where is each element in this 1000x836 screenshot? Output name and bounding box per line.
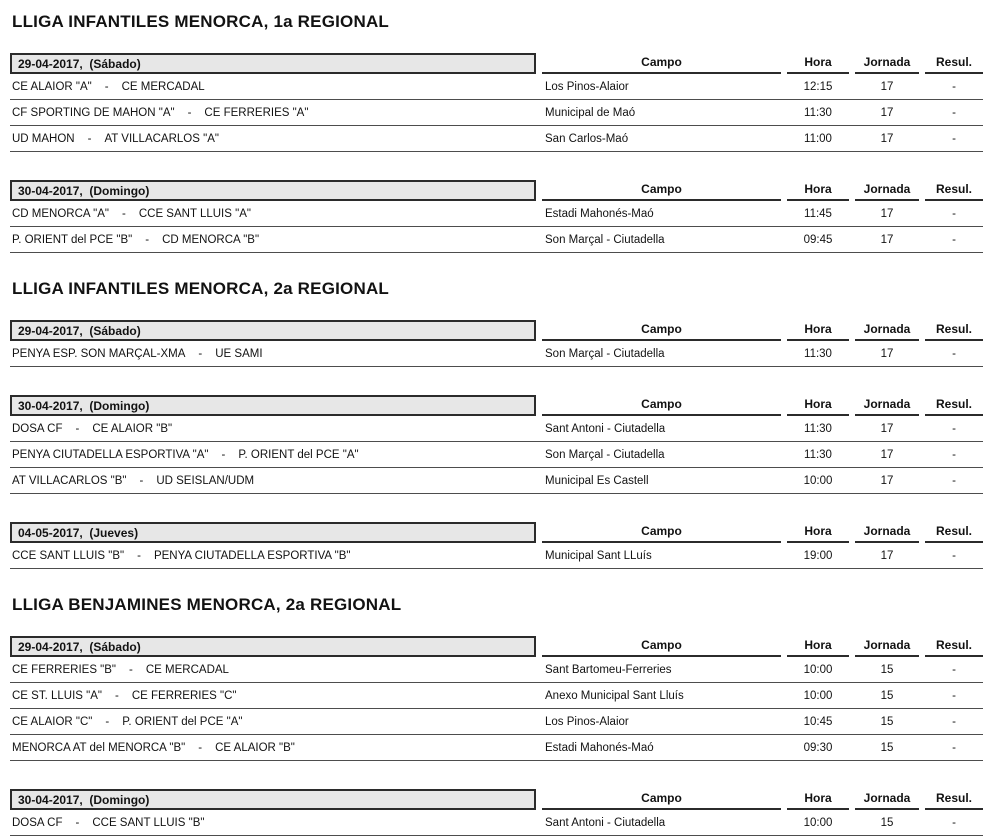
campo-cell: Municipal de Maó xyxy=(545,106,636,119)
column-header-campo: Campo xyxy=(542,322,781,341)
league-section xyxy=(10,12,983,253)
section-title: LLIGA INFANTILES MENORCA, 2a REGIONAL xyxy=(12,279,390,298)
vs-separator: - xyxy=(198,347,203,360)
away-team: P. ORIENT del PCE "A" xyxy=(238,448,359,461)
vs-separator: - xyxy=(121,207,126,220)
column-header-hora: Hora xyxy=(787,55,849,74)
vs-separator: - xyxy=(139,474,144,487)
campo-cell: Son Marçal - Ciutadella xyxy=(545,347,665,360)
away-team: CE MERCADAL xyxy=(145,663,229,676)
resul-cell: - xyxy=(952,207,956,220)
jornada-cell: 17 xyxy=(880,106,894,119)
date-header: 29-04-2017, (Sábado) xyxy=(10,320,536,341)
jornada-cell: 15 xyxy=(880,816,894,829)
league-section xyxy=(10,279,983,569)
away-team: CE FERRERIES "C" xyxy=(131,689,237,702)
match-row xyxy=(10,683,983,709)
column-header-resul: Resul. xyxy=(925,182,983,201)
home-team: UD MAHON xyxy=(12,132,75,145)
jornada-cell: 17 xyxy=(880,549,894,562)
vs-separator: - xyxy=(137,549,141,562)
resul-cell: - xyxy=(952,741,956,754)
column-header-campo: Campo xyxy=(542,524,781,543)
resul-cell: - xyxy=(952,715,956,728)
fixture-block xyxy=(10,180,983,253)
campo-cell: Sant Antoni - Ciutadella xyxy=(545,816,666,829)
campo-cell: Los Pinos-Alaior xyxy=(545,80,629,93)
home-team: AT VILLACARLOS "B" xyxy=(12,474,127,487)
jornada-cell: 15 xyxy=(880,715,894,728)
match-row xyxy=(10,735,983,761)
match-row xyxy=(10,709,983,735)
column-header-resul: Resul. xyxy=(925,397,983,416)
hora-cell: 11:45 xyxy=(804,207,832,220)
match-row xyxy=(10,416,983,442)
column-header-hora: Hora xyxy=(787,791,849,810)
jornada-cell: 15 xyxy=(880,689,894,702)
away-team: CE ALAIOR "B" xyxy=(92,422,173,435)
column-header-resul: Resul. xyxy=(925,524,983,543)
match-teams xyxy=(10,423,536,435)
match-row xyxy=(10,201,983,227)
resul-cell: - xyxy=(952,80,956,93)
date-header: 29-04-2017, (Sábado) xyxy=(10,636,536,657)
home-team: PENYA ESP. SON MARÇAL-XMA xyxy=(12,347,186,360)
date-header: 29-04-2017, (Sábado) xyxy=(10,53,536,74)
hora-cell: 11:30 xyxy=(804,347,832,360)
hora-cell: 11:30 xyxy=(804,106,832,119)
hora-cell: 10:00 xyxy=(803,816,833,829)
section-title: LLIGA BENJAMINES MENORCA, 2a REGIONAL xyxy=(12,595,402,614)
away-team: CE ALAIOR "B" xyxy=(215,741,295,754)
match-teams xyxy=(10,234,536,246)
away-team: CE MERCADAL xyxy=(121,80,205,93)
home-team: CE ST. LLUIS "A" xyxy=(12,689,102,702)
jornada-cell: 17 xyxy=(880,422,894,435)
match-teams xyxy=(10,107,536,119)
fixture-block xyxy=(10,53,983,152)
column-header-resul: Resul. xyxy=(925,322,983,341)
resul-cell: - xyxy=(952,233,956,246)
campo-cell: San Carlos-Maó xyxy=(545,132,629,145)
away-team: UD SEISLAN/UDM xyxy=(156,474,255,487)
resul-cell: - xyxy=(952,689,956,702)
hora-cell: 10:00 xyxy=(803,663,833,676)
away-team: P. ORIENT del PCE "A" xyxy=(122,715,243,728)
campo-cell: Son Marçal - Ciutadella xyxy=(545,233,665,246)
campo-cell: Municipal Sant LLuís xyxy=(545,549,652,562)
jornada-cell: 17 xyxy=(880,347,894,360)
jornada-cell: 17 xyxy=(880,80,894,93)
jornada-cell: 17 xyxy=(880,132,894,145)
vs-separator: - xyxy=(198,741,203,754)
home-team: DOSA CF xyxy=(12,816,63,829)
home-team: P. ORIENT del PCE "B" xyxy=(12,233,133,246)
hora-cell: 09:45 xyxy=(803,233,833,246)
column-header-jornada: Jornada xyxy=(855,55,919,74)
match-teams xyxy=(10,550,536,562)
home-team: CE ALAIOR "A" xyxy=(12,80,92,93)
resul-cell: - xyxy=(952,106,956,119)
jornada-cell: 15 xyxy=(880,663,894,676)
column-header-hora: Hora xyxy=(787,524,849,543)
block-header xyxy=(10,522,983,543)
resul-cell: - xyxy=(952,132,956,145)
column-header-jornada: Jornada xyxy=(855,182,919,201)
column-header-jornada: Jornada xyxy=(855,791,919,810)
match-teams xyxy=(10,449,536,461)
vs-separator: - xyxy=(87,132,92,145)
block-header xyxy=(10,636,983,657)
column-header-hora: Hora xyxy=(787,397,849,416)
hora-cell: 09:30 xyxy=(803,741,833,754)
away-team: PENYA CIUTADELLA ESPORTIVA "B" xyxy=(153,549,351,562)
date-header: 30-04-2017, (Domingo) xyxy=(10,395,536,416)
column-header-hora: Hora xyxy=(787,638,849,657)
match-row xyxy=(10,341,983,367)
vs-separator: - xyxy=(75,816,80,829)
column-header-jornada: Jornada xyxy=(855,638,919,657)
fixture-block xyxy=(10,789,983,836)
vs-separator: - xyxy=(114,689,119,702)
match-teams xyxy=(10,133,536,145)
vs-separator: - xyxy=(104,80,109,93)
away-team: CD MENORCA "B" xyxy=(162,233,260,246)
column-header-campo: Campo xyxy=(542,638,781,657)
home-team: CE ALAIOR "C" xyxy=(12,715,93,728)
campo-cell: Sant Antoni - Ciutadella xyxy=(545,422,666,435)
fixture-block xyxy=(10,320,983,367)
jornada-cell: 17 xyxy=(880,233,894,246)
away-team: AT VILLACARLOS "A" xyxy=(104,132,219,145)
column-header-resul: Resul. xyxy=(925,638,983,657)
resul-cell: - xyxy=(952,549,956,562)
league-section xyxy=(10,595,983,836)
column-header-campo: Campo xyxy=(542,182,781,201)
away-team: CCE SANT LLUÍS "B" xyxy=(92,816,205,829)
match-teams xyxy=(10,690,536,702)
jornada-cell: 15 xyxy=(880,741,894,754)
block-header xyxy=(10,53,983,74)
match-row xyxy=(10,810,983,836)
block-header xyxy=(10,180,983,201)
hora-cell: 19:00 xyxy=(803,549,833,562)
fixture-block xyxy=(10,636,983,761)
column-header-hora: Hora xyxy=(787,322,849,341)
resul-cell: - xyxy=(952,448,956,461)
date-header: 30-04-2017, (Domingo) xyxy=(10,180,536,201)
match-teams xyxy=(10,817,536,829)
home-team: PENYA CIUTADELLA ESPORTIVA "A" xyxy=(12,448,209,461)
column-header-resul: Resul. xyxy=(925,791,983,810)
block-header xyxy=(10,320,983,341)
jornada-cell: 17 xyxy=(880,474,894,487)
resul-cell: - xyxy=(952,816,956,829)
fixture-block xyxy=(10,522,983,569)
jornada-cell: 17 xyxy=(880,207,894,220)
resul-cell: - xyxy=(952,663,956,676)
column-header-hora: Hora xyxy=(787,182,849,201)
column-header-jornada: Jornada xyxy=(855,397,919,416)
home-team: CD MENORCA "A" xyxy=(12,207,109,220)
match-row xyxy=(10,442,983,468)
campo-cell: Municipal Es Castell xyxy=(545,474,649,487)
match-row xyxy=(10,227,983,253)
campo-cell: Son Marçal - Ciutadella xyxy=(545,448,665,461)
column-header-jornada: Jornada xyxy=(855,322,919,341)
match-teams xyxy=(10,742,536,754)
campo-cell: Estadi Mahonés-Maó xyxy=(545,207,654,220)
jornada-cell: 17 xyxy=(880,448,894,461)
match-row xyxy=(10,74,983,100)
match-row xyxy=(10,126,983,152)
hora-cell: 12:15 xyxy=(803,80,833,93)
hora-cell: 11:30 xyxy=(804,422,832,435)
campo-cell: Sant Bartomeu-Ferreries xyxy=(545,663,672,676)
campo-cell: Los Pinos-Alaior xyxy=(545,715,629,728)
match-row xyxy=(10,468,983,494)
date-header: 30-04-2017, (Domingo) xyxy=(10,789,536,810)
fixture-block xyxy=(10,395,983,494)
campo-cell: Anexo Municipal Sant Lluís xyxy=(545,689,684,702)
match-teams xyxy=(10,81,536,93)
home-team: DOSA CF xyxy=(12,422,63,435)
match-teams xyxy=(10,475,536,487)
block-header xyxy=(10,395,983,416)
hora-cell: 11:30 xyxy=(804,448,832,461)
match-row xyxy=(10,100,983,126)
home-team: CCE SANT LLUÍS "B" xyxy=(12,549,125,562)
section-title: LLIGA INFANTILES MENORCA, 1a REGIONAL xyxy=(12,12,390,31)
away-team: UE SAMI xyxy=(215,347,263,360)
resul-cell: - xyxy=(952,347,956,360)
match-teams xyxy=(10,348,536,360)
vs-separator: - xyxy=(129,663,133,676)
resul-cell: - xyxy=(952,422,956,435)
match-teams xyxy=(10,716,536,728)
match-row xyxy=(10,543,983,569)
match-teams xyxy=(10,208,536,220)
column-header-campo: Campo xyxy=(542,791,781,810)
column-header-resul: Resul. xyxy=(925,55,983,74)
hora-cell: 10:00 xyxy=(803,689,833,702)
vs-separator: - xyxy=(75,422,80,435)
vs-separator: - xyxy=(187,106,192,119)
match-teams xyxy=(10,664,536,676)
resul-cell: - xyxy=(952,474,956,487)
vs-separator: - xyxy=(105,715,110,728)
away-team: CE FERRERIES "A" xyxy=(204,106,309,119)
home-team: CE FERRERIES "B" xyxy=(12,663,117,676)
vs-separator: - xyxy=(221,448,226,461)
block-header xyxy=(10,789,983,810)
match-row xyxy=(10,657,983,683)
column-header-campo: Campo xyxy=(542,55,781,74)
campo-cell: Estadi Mahonés-Maó xyxy=(545,741,654,754)
hora-cell: 11:00 xyxy=(804,132,832,145)
away-team: CCE SANT LLUIS "A" xyxy=(138,207,251,220)
vs-separator: - xyxy=(145,233,150,246)
column-header-jornada: Jornada xyxy=(855,524,919,543)
column-header-campo: Campo xyxy=(542,397,781,416)
hora-cell: 10:00 xyxy=(803,474,833,487)
home-team: CF SPORTING DE MAHON "A" xyxy=(12,106,175,119)
hora-cell: 10:45 xyxy=(803,715,833,728)
home-team: MENORCA AT del MENORCA "B" xyxy=(12,741,186,754)
date-header: 04-05-2017, (Jueves) xyxy=(10,522,536,543)
